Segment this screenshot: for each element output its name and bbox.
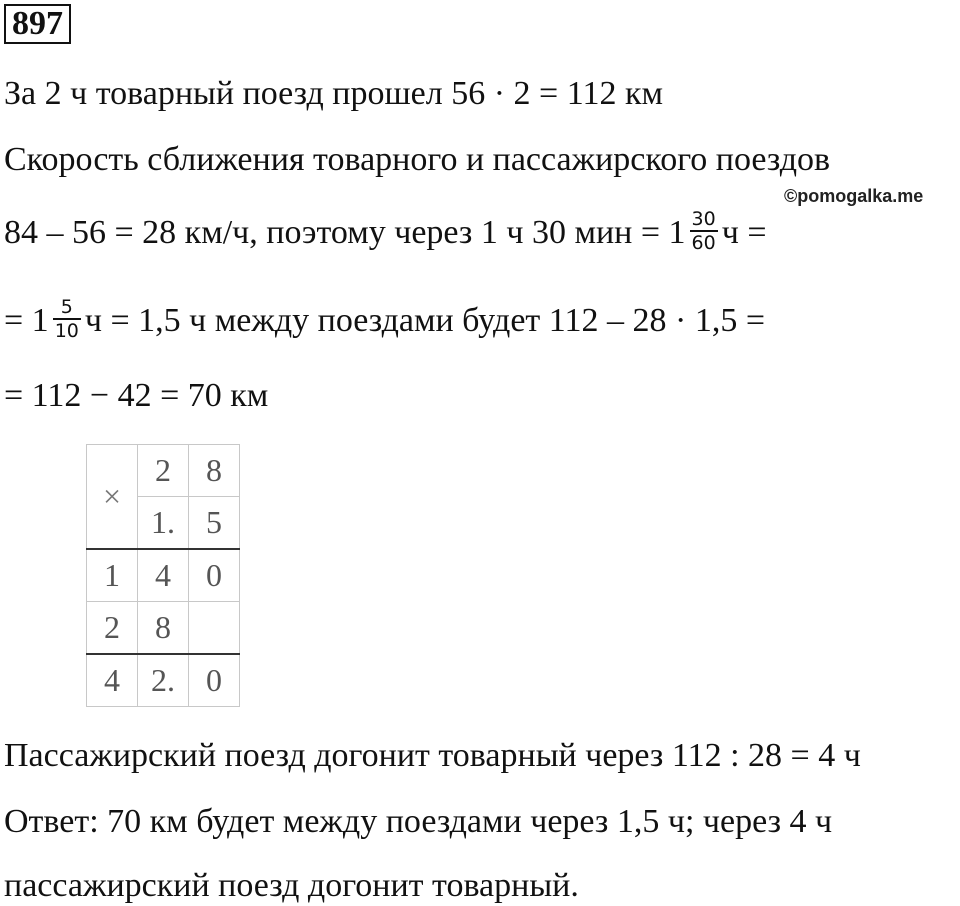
fraction-denominator: 10: [54, 320, 79, 342]
fraction-30-60: [690, 208, 718, 254]
solution-line-5: = 112 − 42 = 70 км: [4, 377, 269, 414]
fraction-denominator: 60: [691, 232, 716, 254]
calc-cell: 2: [138, 445, 189, 497]
fraction-numerator: 30: [691, 208, 716, 230]
calc-row-5: [87, 654, 240, 707]
fraction-numerator: 5: [53, 296, 81, 320]
line-3-text-a: 84 – 56 = 28 км/ч, поэтому через 1 ч 30 мин = 1: [4, 213, 686, 251]
answer-line-2: пассажирский поезд догонит товарный.: [4, 867, 579, 904]
solution-line-2: Скорость сближения товарного и пассажирского поездов: [4, 141, 831, 178]
calc-cell: 2.: [138, 654, 189, 707]
calc-row-3: [87, 549, 240, 602]
watermark: ©pomogalka.me: [784, 186, 924, 206]
calc-cell: 0: [189, 654, 240, 707]
line-4-text-b: ч = 1,5 ч между поездами будет 112 – 28 · 1,5 =: [84, 301, 766, 339]
calc-cell: 1: [87, 549, 138, 602]
fraction-5-10: [53, 296, 81, 342]
calc-cell: 4: [87, 654, 138, 707]
calc-row-4: [87, 602, 240, 655]
line-3-text-b: ч =: [721, 213, 767, 251]
calc-cell: 0: [189, 549, 240, 602]
calc-cell: [189, 602, 240, 655]
calc-cell: 4: [138, 549, 189, 602]
line-4-text-a: = 1: [4, 301, 49, 339]
calc-row-1: [87, 445, 240, 497]
calc-cell: 8: [138, 602, 189, 655]
calc-cell: 5: [189, 497, 240, 550]
multiply-sign: ×: [87, 445, 138, 550]
calc-cell: 1.: [138, 497, 189, 550]
answer-line-1: Ответ: 70 км будет между поездами через 1,5 ч; через 4 ч: [4, 803, 833, 840]
solution-line-3: [4, 208, 767, 258]
column-multiplication-table: [86, 444, 240, 707]
problem-number: 897: [4, 4, 71, 44]
solution-line-4: [4, 296, 766, 346]
calc-cell: 2: [87, 602, 138, 655]
solution-line-1: За 2 ч товарный поезд прошел 56 · 2 = 112 км: [4, 75, 663, 112]
solution-line-6: Пассажирский поезд догонит товарный через 112 : 28 = 4 ч: [4, 737, 861, 774]
calc-cell: 8: [189, 445, 240, 497]
